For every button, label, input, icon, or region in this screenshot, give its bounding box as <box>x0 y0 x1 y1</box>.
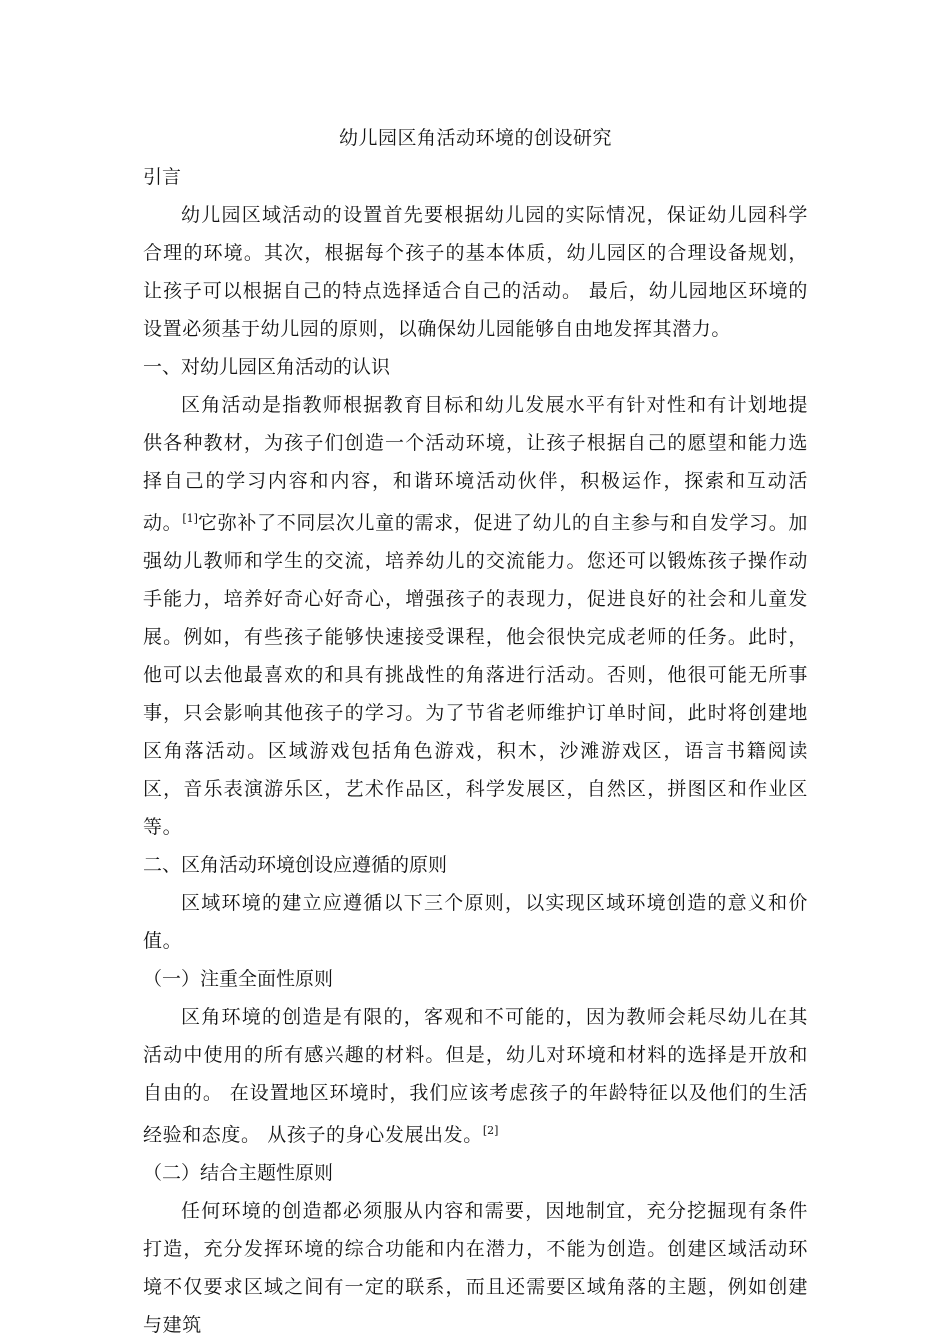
subsection-2-paragraph: 任何环境的创造都必须服从内容和需要，因地制宜，充分挖掘现有条件打造，充分发挥环境的综合功能和内在潜力，不能为创造。创建区域活动环境不仅要求区域之间有一定的联系，而且还需要区域角落的主题，例如创建与建筑 <box>143 1200 808 1336</box>
subsection-1-heading: （一）注重全面性原则 <box>143 968 334 990</box>
section-2-heading: 二、区角活动环境创设应遵循的原则 <box>143 854 448 876</box>
subsection-1-paragraph <box>143 998 808 1154</box>
intro-heading: 引言 <box>143 166 182 188</box>
document-page <box>143 118 808 1344</box>
section-1-text-a: 区角活动是指教师根据教育目标和幼儿发展水平有针对性和有计划地提供各种教材，为孩子们创造一个活动环境，让孩子根据自己的愿望和能力选择自己的学习内容和内容，和谐环境活动伙伴，积极运作，探索和互动活动。 <box>143 394 808 534</box>
subsection-2-heading: （二）结合主题性原则 <box>143 1162 334 1184</box>
subsection-1-text: 区角环境的创造是有限的，客观和不可能的，因为教师会耗尽幼儿在其活动中使用的所有感兴趣的材料。但是，幼儿对环境和材料的选择是开放和自由的。 在设置地区环境时，我们应该考虑孩子的年龄特征以及他们的生活经验和态度。 从孩子的身心发展出发。 <box>143 1006 808 1146</box>
document-title: 幼儿园区角活动环境的创设研究 <box>338 127 612 149</box>
section-1-paragraph <box>143 386 808 846</box>
citation-2: [2] <box>482 1124 499 1137</box>
citation-1: [1] <box>182 512 198 525</box>
intro-paragraph: 幼儿园区域活动的设置首先要根据幼儿园的实际情况，保证幼儿园科学合理的环境。其次，根据每个孩子的基本体质，幼儿园区的合理设备规划，让孩子可以根据自己的特点选择适合自己的活动。 最后，幼儿园地区环境的设置必须基于幼儿园的原则，以确保幼儿园能够自由地发挥其潜力。 <box>143 204 808 340</box>
section-1-heading: 一、对幼儿园区角活动的认识 <box>143 356 391 378</box>
section-2-paragraph: 区域环境的建立应遵循以下三个原则，以实现区域环境创造的意义和价值。 <box>143 892 808 952</box>
section-1-text-b: 它弥补了不同层次儿童的需求，促进了幼儿的自主参与和自发学习。加强幼儿教师和学生的交流，培养幼儿的交流能力。您还可以锻炼孩子操作动手能力，培养好奇心好奇心，增强孩子的表现力，促进良好的社会和儿童发展。例如，有些孩子能够快速接受课程，他会很快完成老师的任务。此时，他可以去他最喜欢的和具有挑战性的角落进行活动。否则，他很可能无所事事，只会影响其他孩子的学习。为了节省老师维护订单时间，此时将创建地区角落活动。区域游戏包括角色游戏，积木，沙滩游戏区，语言书籍阅读区，音乐表演游乐区，艺术作品区，科学发展区，自然区，拼图区和作业区等。 <box>143 512 808 838</box>
